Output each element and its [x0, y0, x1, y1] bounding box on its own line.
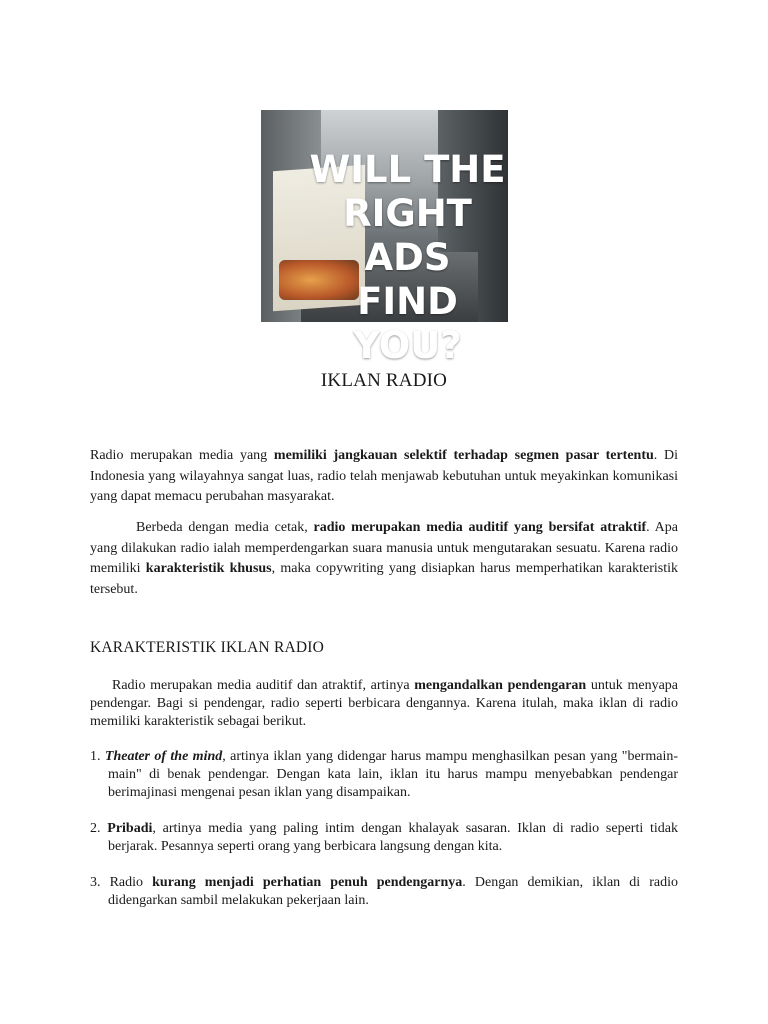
para1-text1: Radio merupakan media yang [90, 448, 274, 463]
paragraph-auditif [90, 518, 678, 600]
hero-caption-line1: WILL THE [309, 148, 506, 191]
list-item [90, 820, 678, 856]
hero-caption-line3: FIND YOU? [353, 280, 462, 367]
para3-text2: untuk menyapa pendengar. Bagi si pendengar, radio seperti berbicara dengannya. Karena itulah, maka iklan di radio memiliki karakteristik sebagai berikut. [90, 678, 679, 729]
para3-text1: Radio merupakan media auditif dan atraktif, artinya [112, 678, 415, 693]
list-item [90, 748, 678, 802]
list-item-bold: Theater of the mind [104, 749, 223, 764]
list-item-text: . Dengan demikian, iklan di radio didengarkan sambil melakukan pekerjaan lain. [108, 875, 678, 908]
list-item-prefix: Radio [109, 875, 153, 890]
list-item-number: 1. [90, 749, 105, 764]
section-heading: KARAKTERISTIK IKLAN RADIO [90, 639, 325, 656]
hero-image [261, 110, 508, 367]
paragraph-karakteristik [90, 677, 678, 731]
para2-bold1: radio merupakan media auditif yang bersifat atraktif [313, 520, 647, 535]
list-item-text: , artinya iklan yang didengar harus mampu menghasilkan pesan yang "bermain-main" di benak pendengar. Dengan kata lain, iklan itu harus mampu menyebabkan pendengar berimajinasi mengenai pesan iklan yang disampaikan. [108, 749, 679, 800]
para1-bold1: memiliki jangkauan selektif terhadap segmen pasar tertentu [273, 448, 654, 463]
list-item-number: 2. [90, 821, 108, 836]
list-item-text: , artinya media yang paling intim dengan khalayak sasaran. Iklan di radio seperti tidak berjarak. Pesannya seperti orang yang berbicara langsung dengan kita. [108, 821, 679, 854]
para1-text2: . Di Indonesia yang wilayahnya sangat luas, radio telah menjawab kebutuhan untuk meyakinkan komunikasi yang dapat memacu perubahan masyarakat. [90, 448, 679, 504]
para2-text1: Berbeda dengan media cetak, [136, 520, 314, 535]
hero-caption [261, 148, 508, 368]
page-title: IKLAN RADIO [320, 370, 448, 391]
list-item [90, 874, 678, 910]
hero-caption-line2: RIGHT ADS [343, 192, 472, 279]
list-item-bold: Pribadi [107, 821, 153, 836]
para2-text3: , maka copywriting yang disiapkan harus memperhatikan karakteristik tersebut. [90, 561, 679, 597]
paragraph-intro [90, 446, 678, 508]
para3-bold1: mengandalkan pendengaran [414, 678, 587, 693]
para2-text2: . Apa yang dilakukan radio ialah memperdengarkan suara manusia untuk mengutarakan sesuatu. Karena radio memiliki [90, 520, 678, 576]
list-item-number: 3. [90, 875, 110, 890]
list-item-bold: kurang menjadi perhatian penuh pendengarnya [152, 875, 463, 890]
para2-bold2: karakteristik khusus [145, 561, 272, 576]
